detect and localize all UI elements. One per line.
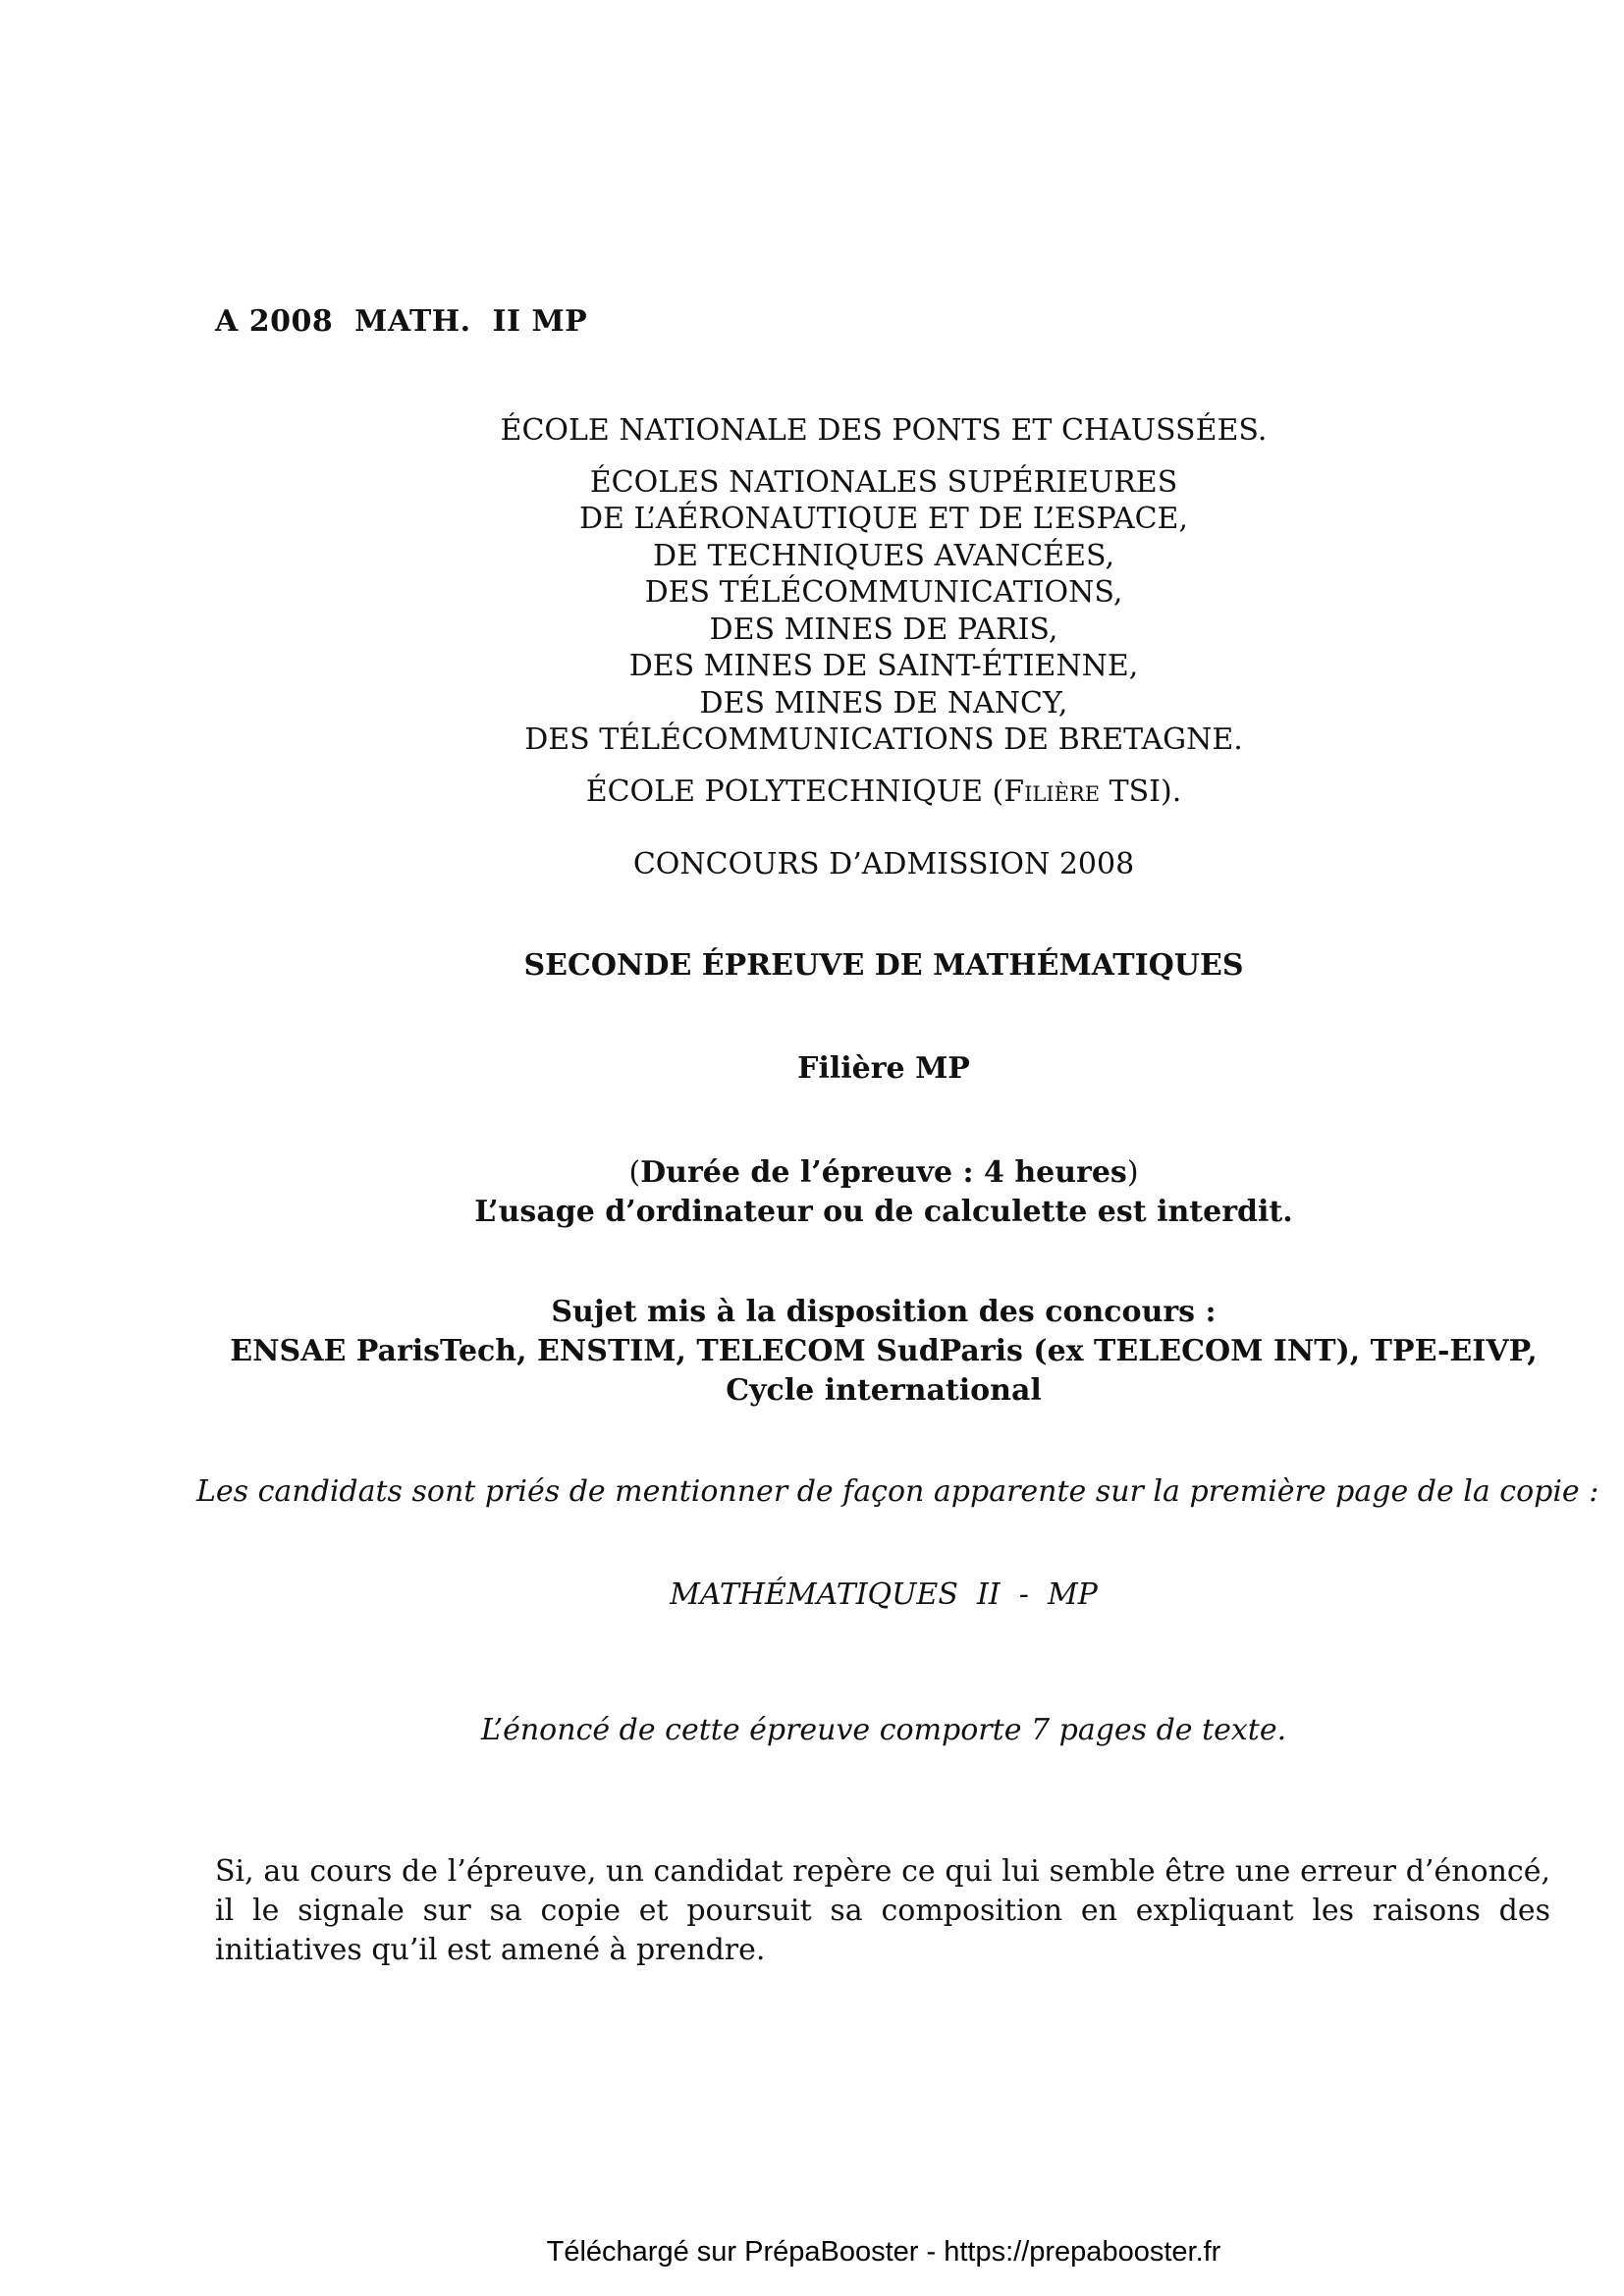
sujet-line: ENSAE ParisTech, ENSTIM, TELECOM SudParis (ex TELECOM INT), TPE-EIVP, [230,1334,1538,1368]
school-group-line: DES MINES DE PARIS, [709,612,1058,647]
sujet-block [196,1293,1571,1411]
spacer [393,450,1375,464]
school-group-line: DE TECHNIQUES AVANCÉES, [653,538,1114,573]
duree-text: Durée de l’épreuve : 4 heures [640,1155,1127,1190]
polytechnique-filiere: Filière [1003,774,1101,809]
duree-line [393,1153,1375,1193]
duree-close: ) [1126,1155,1139,1190]
duree-open: ( [628,1155,641,1190]
polytechnique-prefix: ÉCOLE POLYTECHNIQUE ( [585,774,1004,809]
school-group-line: DES TÉLÉCOMMUNICATIONS DE BRETAGNE. [524,722,1243,757]
school-group-line: ÉCOLES NATIONALES SUPÉRIEURES [589,464,1178,500]
school-group-line: DES MINES DE SAINT-ÉTIENNE, [628,649,1139,683]
school-group-line: DES MINES DE NANCY, [699,685,1068,721]
erreur-paragraph: Si, au cours de l’épreuve, un candidat repère ce qui lui semble être une erreur d’énoncé, il le signale sur sa copie et poursuit sa composition en expliquant les raisons des initiatives qu’il est amené à prendre. [215,1854,1550,1967]
sujet-line: Sujet mis à la disposition des concours : [551,1295,1217,1329]
filiere-label: Filière MP [797,1051,970,1086]
pages-note: L’énoncé de cette épreuve comporte 7 pages de texte. [480,1713,1287,1747]
download-footer: Téléchargé sur PrépaBooster - https://prepabooster.fr [546,2236,1221,2268]
math-title: MATHÉMATIQUES II - MP [670,1577,1098,1612]
sujet-line: Cycle international [726,1373,1042,1408]
schools-list [393,412,1375,810]
exam-code: A 2008 MATH. II MP [215,304,588,339]
duree-block [393,1153,1375,1232]
school-polytechnique [393,774,1375,811]
spacer [393,759,1375,774]
school-group-line: DES TÉLÉCOMMUNICATIONS, [644,575,1123,610]
epreuve-title: SECONDE ÉPREUVE DE MATHÉMATIQUES [523,948,1244,983]
school-ponts: ÉCOLE NATIONALE DES PONTS ET CHAUSSÉES. [500,413,1268,448]
usage-line: L’usage d’ordinateur ou de calculette est interdit. [474,1195,1293,1229]
polytechnique-suffix: TSI). [1100,774,1182,809]
school-group-line: DE L’AÉRONAUTIQUE ET DE L’ESPACE, [578,502,1188,536]
concours-title: CONCOURS D’ADMISSION 2008 [632,847,1135,881]
candidats-note: Les candidats sont priés de mentionner de façon apparente sur la première page de la copie : [196,1474,1599,1509]
